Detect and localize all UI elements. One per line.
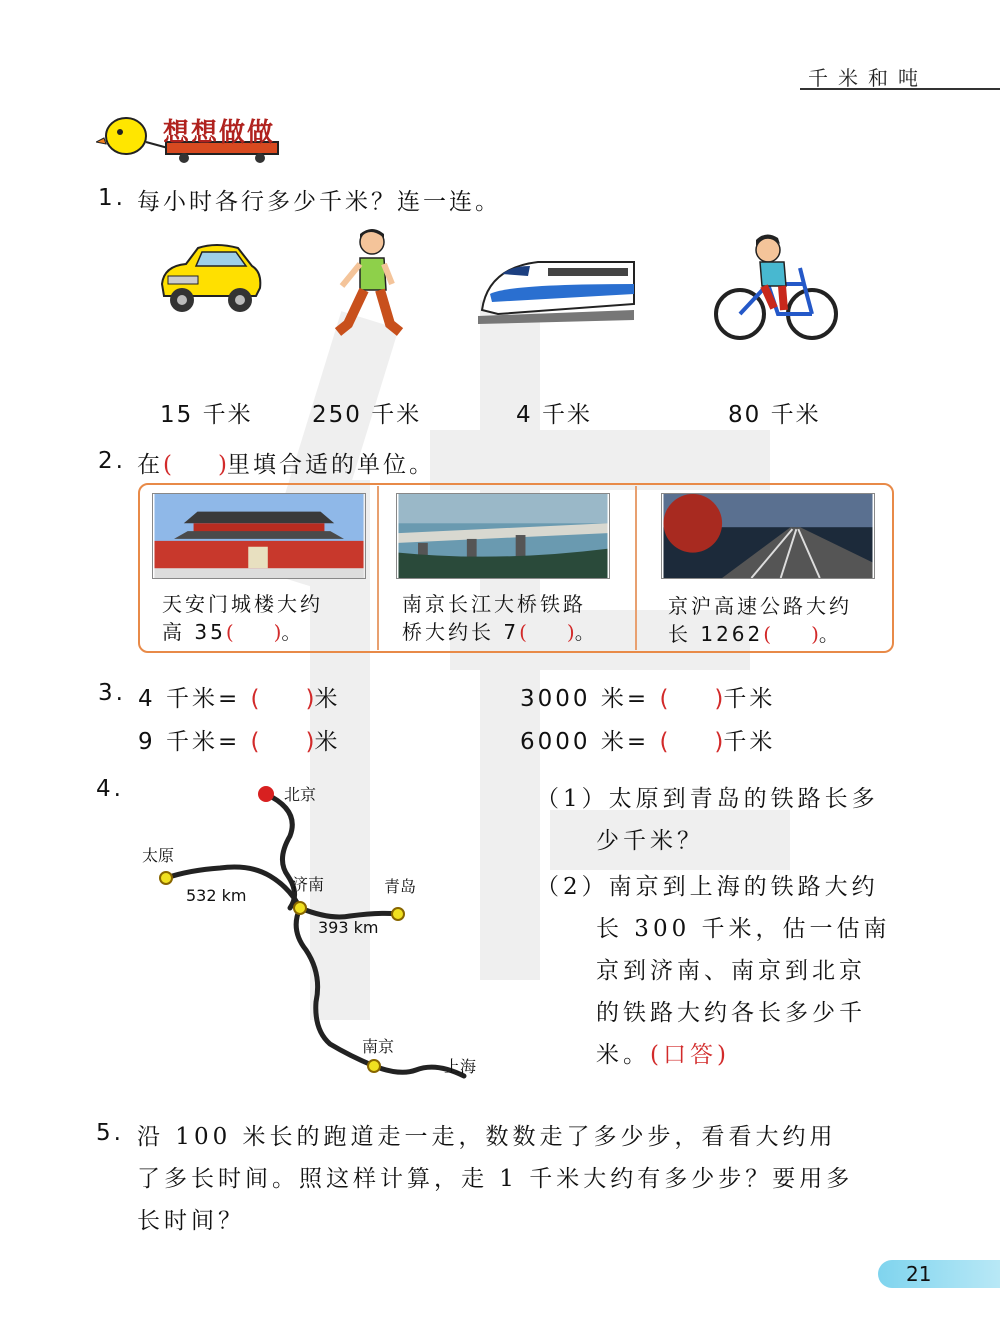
speed-option-1[interactable]: 15 千米 xyxy=(160,402,253,428)
page-number-tab xyxy=(878,1260,1000,1288)
q3-blank-2[interactable]: ( ) xyxy=(250,729,315,755)
bicycle-icon xyxy=(712,228,840,342)
q3-row-4: 6000 米= ( )千米 xyxy=(520,729,776,755)
high-speed-train-icon xyxy=(478,254,636,324)
jinan-marker xyxy=(294,902,306,914)
distance-taiyuan-jinan: 532 km xyxy=(186,886,247,905)
nanjing-bridge-photo xyxy=(396,493,610,579)
distance-jinan-qingdao: 393 km xyxy=(318,918,379,937)
q1-prompt: 每小时各行多少千米？连一连。 xyxy=(137,189,501,215)
q3-row-3: 3000 米= ( )千米 xyxy=(520,686,776,712)
q4-sub1: （1）太原到青岛的铁路长多 少千米？ xyxy=(536,786,879,854)
q1-number: 1. xyxy=(98,185,126,211)
speed-option-3[interactable]: 4 千米 xyxy=(516,402,592,428)
q3-blank-1[interactable]: ( ) xyxy=(250,686,315,712)
q5-text: 沿 100 米长的跑道走一走，数数走了多少步，看看大约用 了多长时间。照这样计算，走 1 千米大约有多少步？要用多 长时间？ xyxy=(137,1124,854,1234)
q2-blank-3[interactable]: ( ) xyxy=(763,622,819,646)
section-title: 想想做做 xyxy=(163,118,276,148)
q2-prompt-paren: ( ) xyxy=(163,452,227,478)
q2-item-2: 南京长江大桥铁路 桥大约长 7( )。 xyxy=(402,592,598,644)
chapter-title: 千米和吨 xyxy=(808,66,928,90)
page-number: 21 xyxy=(906,1262,932,1286)
q2-item-1: 天安门城楼大约 高 35( )。 xyxy=(162,592,323,644)
panel-divider-1 xyxy=(377,486,379,650)
beijing-marker xyxy=(258,786,274,802)
panel-divider-2 xyxy=(635,486,637,650)
walking-boy-icon xyxy=(330,228,404,340)
q2-number: 2. xyxy=(98,448,126,474)
city-nanjing: 南京 xyxy=(362,1037,395,1056)
q3-row-1: 4 千米= ( )米 xyxy=(138,686,341,712)
q3-blank-4[interactable]: ( ) xyxy=(659,729,724,755)
qingdao-marker xyxy=(392,908,404,920)
highway-photo xyxy=(661,493,875,579)
q2-blank-1[interactable]: ( ) xyxy=(225,620,282,644)
q2-blank-2[interactable]: ( ) xyxy=(519,620,575,644)
q3-row-2: 9 千米= ( )米 xyxy=(138,729,341,755)
rail-jinan-qingdao xyxy=(300,908,398,917)
nanjing-marker xyxy=(368,1060,380,1072)
q2-prompt: 在( )里填合适的单位。 xyxy=(137,452,435,478)
tiananmen-photo xyxy=(152,493,366,579)
city-taiyuan: 太原 xyxy=(142,846,175,865)
q4-sub2: （2）南京到上海的铁路大约 长 300 千米，估一估南 京到济南、南京到北京 的铁路大约各长多少千 米。(口答) xyxy=(536,874,891,1068)
oral-answer-note: (口答) xyxy=(650,1042,730,1068)
taiyuan-marker xyxy=(160,872,172,884)
speed-option-2[interactable]: 250 千米 xyxy=(312,402,422,428)
car-icon xyxy=(156,238,264,316)
city-qingdao: 青岛 xyxy=(384,877,417,896)
q4-number: 4. xyxy=(96,776,124,802)
q2-item-3: 京沪高速公路大约 长 1262( )。 xyxy=(668,594,852,646)
city-jinan: 济南 xyxy=(292,875,325,894)
city-shanghai: 上海 xyxy=(444,1057,477,1076)
speed-option-4[interactable]: 80 千米 xyxy=(728,402,821,428)
q3-number: 3. xyxy=(98,680,126,706)
city-beijing: 北京 xyxy=(284,785,317,804)
q5-number: 5. xyxy=(96,1120,124,1146)
q3-blank-3[interactable]: ( ) xyxy=(659,686,724,712)
header-rule xyxy=(800,88,1000,90)
